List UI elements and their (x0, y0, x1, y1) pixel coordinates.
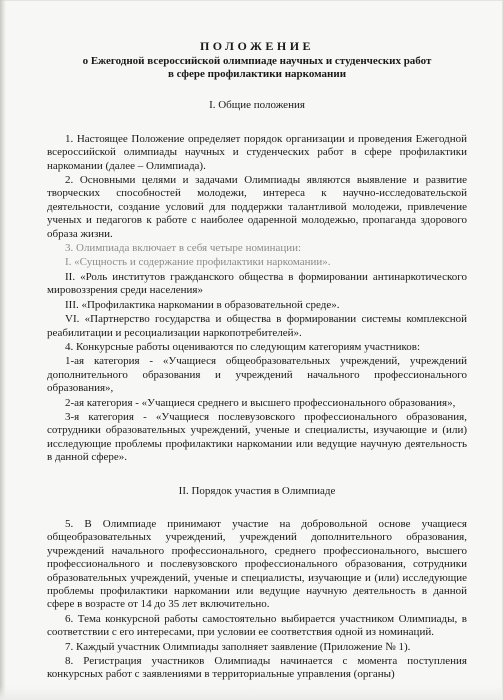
nomination-item: II. «Роль институтов гражданского общества в формировании антинаркотического мировоззрения среди населения» (47, 270, 467, 297)
nomination-item: III. «Профилактика наркомании в образовательной среде». (65, 298, 340, 311)
category-item: 3-я категория - «Учащиеся послевузовского профессионального образования, сотрудники образовательных учреждений, ученые и специалисты, изучающие и (или) исследующие проблемы профилактики наркомании или ведущие научную деятельность в данной сфере». (47, 410, 467, 464)
document-title: ПОЛОЖЕНИЕ (199, 39, 315, 53)
paragraph: 8. Регистрация участников Олимпиады начинается с момента поступления конкурсных работ с заявлениями в территориальные управления (органы) (47, 655, 467, 681)
nomination-item: VI. «Партнерство государства и общества в формировании системы комплексной реабилитации и ресоциализации наркопотребителей». (47, 313, 467, 339)
subtitle-line-1: о Ежегодной всероссийской олимпиаде научных и студенческих работ (82, 55, 432, 68)
paragraph: 7. Каждый участник Олимпиады заполняет заявление (Приложение № 1). (65, 640, 411, 653)
section-heading-2: II. Порядок участия в Олимпиаде (178, 484, 336, 497)
paragraph: 1. Настоящее Положение определяет порядок организации и проведения Ежегодной всероссийской олимпиады научных и студенческих работ в сфере профилактики наркомании (далее – Олимпиада). (47, 132, 467, 172)
nomination-item: I. «Сущность и содержание профилактики наркомании». (65, 256, 331, 269)
subtitle-line-2: в сфере профилактики наркомании (167, 68, 347, 81)
paragraph: 2. Основными целями и задачами Олимпиады являются выявление и развитие творческих способностей молодежи, интереса к научно-исследовательской деятельности, создание условий для поддержки талантливой молодежи, привлечение ученых и педагогов к работе с наиболее одаренной молодежью, пропаганда здорового образа жизни. (47, 174, 467, 240)
section-heading-1: I. Общие положения (209, 99, 305, 112)
category-item: 2-ая категория - «Учащиеся среднего и высшего профессионального образования», (65, 396, 456, 409)
document-body (47, 40, 467, 683)
page-edge-shadow (0, 686, 503, 700)
category-item: 1-ая категория - «Учащиеся общеобразовательных учреждений, учреждений дополнительного образования и учреждений начального профессионального образования», (47, 355, 467, 395)
paragraph: 4. Конкурсные работы оцениваются по следующим категориям участников: (65, 340, 421, 353)
document-subtitle (47, 55, 467, 81)
paragraph: 3. Олимпиада включает в себя четыре номинации: (65, 242, 302, 255)
paragraph: 5. В Олимпиаде принимают участие на добровольной основе учащиеся общеобразовательных учреждений, учреждений дополнительного образования, учреждений начального профессионального, среднего профессионального, высшего профессионального и послевузовского профессионального образования, сотрудники образовательных учреждений, ученые и специалисты, изучающие и (или) исследующие проблемы профилактики наркомании или ведущие научную деятельность в данной сфере в возрасте от 14 до 35 лет включительно. (47, 517, 467, 611)
paragraph: 6. Тема конкурсной работы самостоятельно выбирается участником Олимпиады, в соответствии с его интересами, при условии ее соответствия одной из номинаций. (47, 612, 467, 639)
